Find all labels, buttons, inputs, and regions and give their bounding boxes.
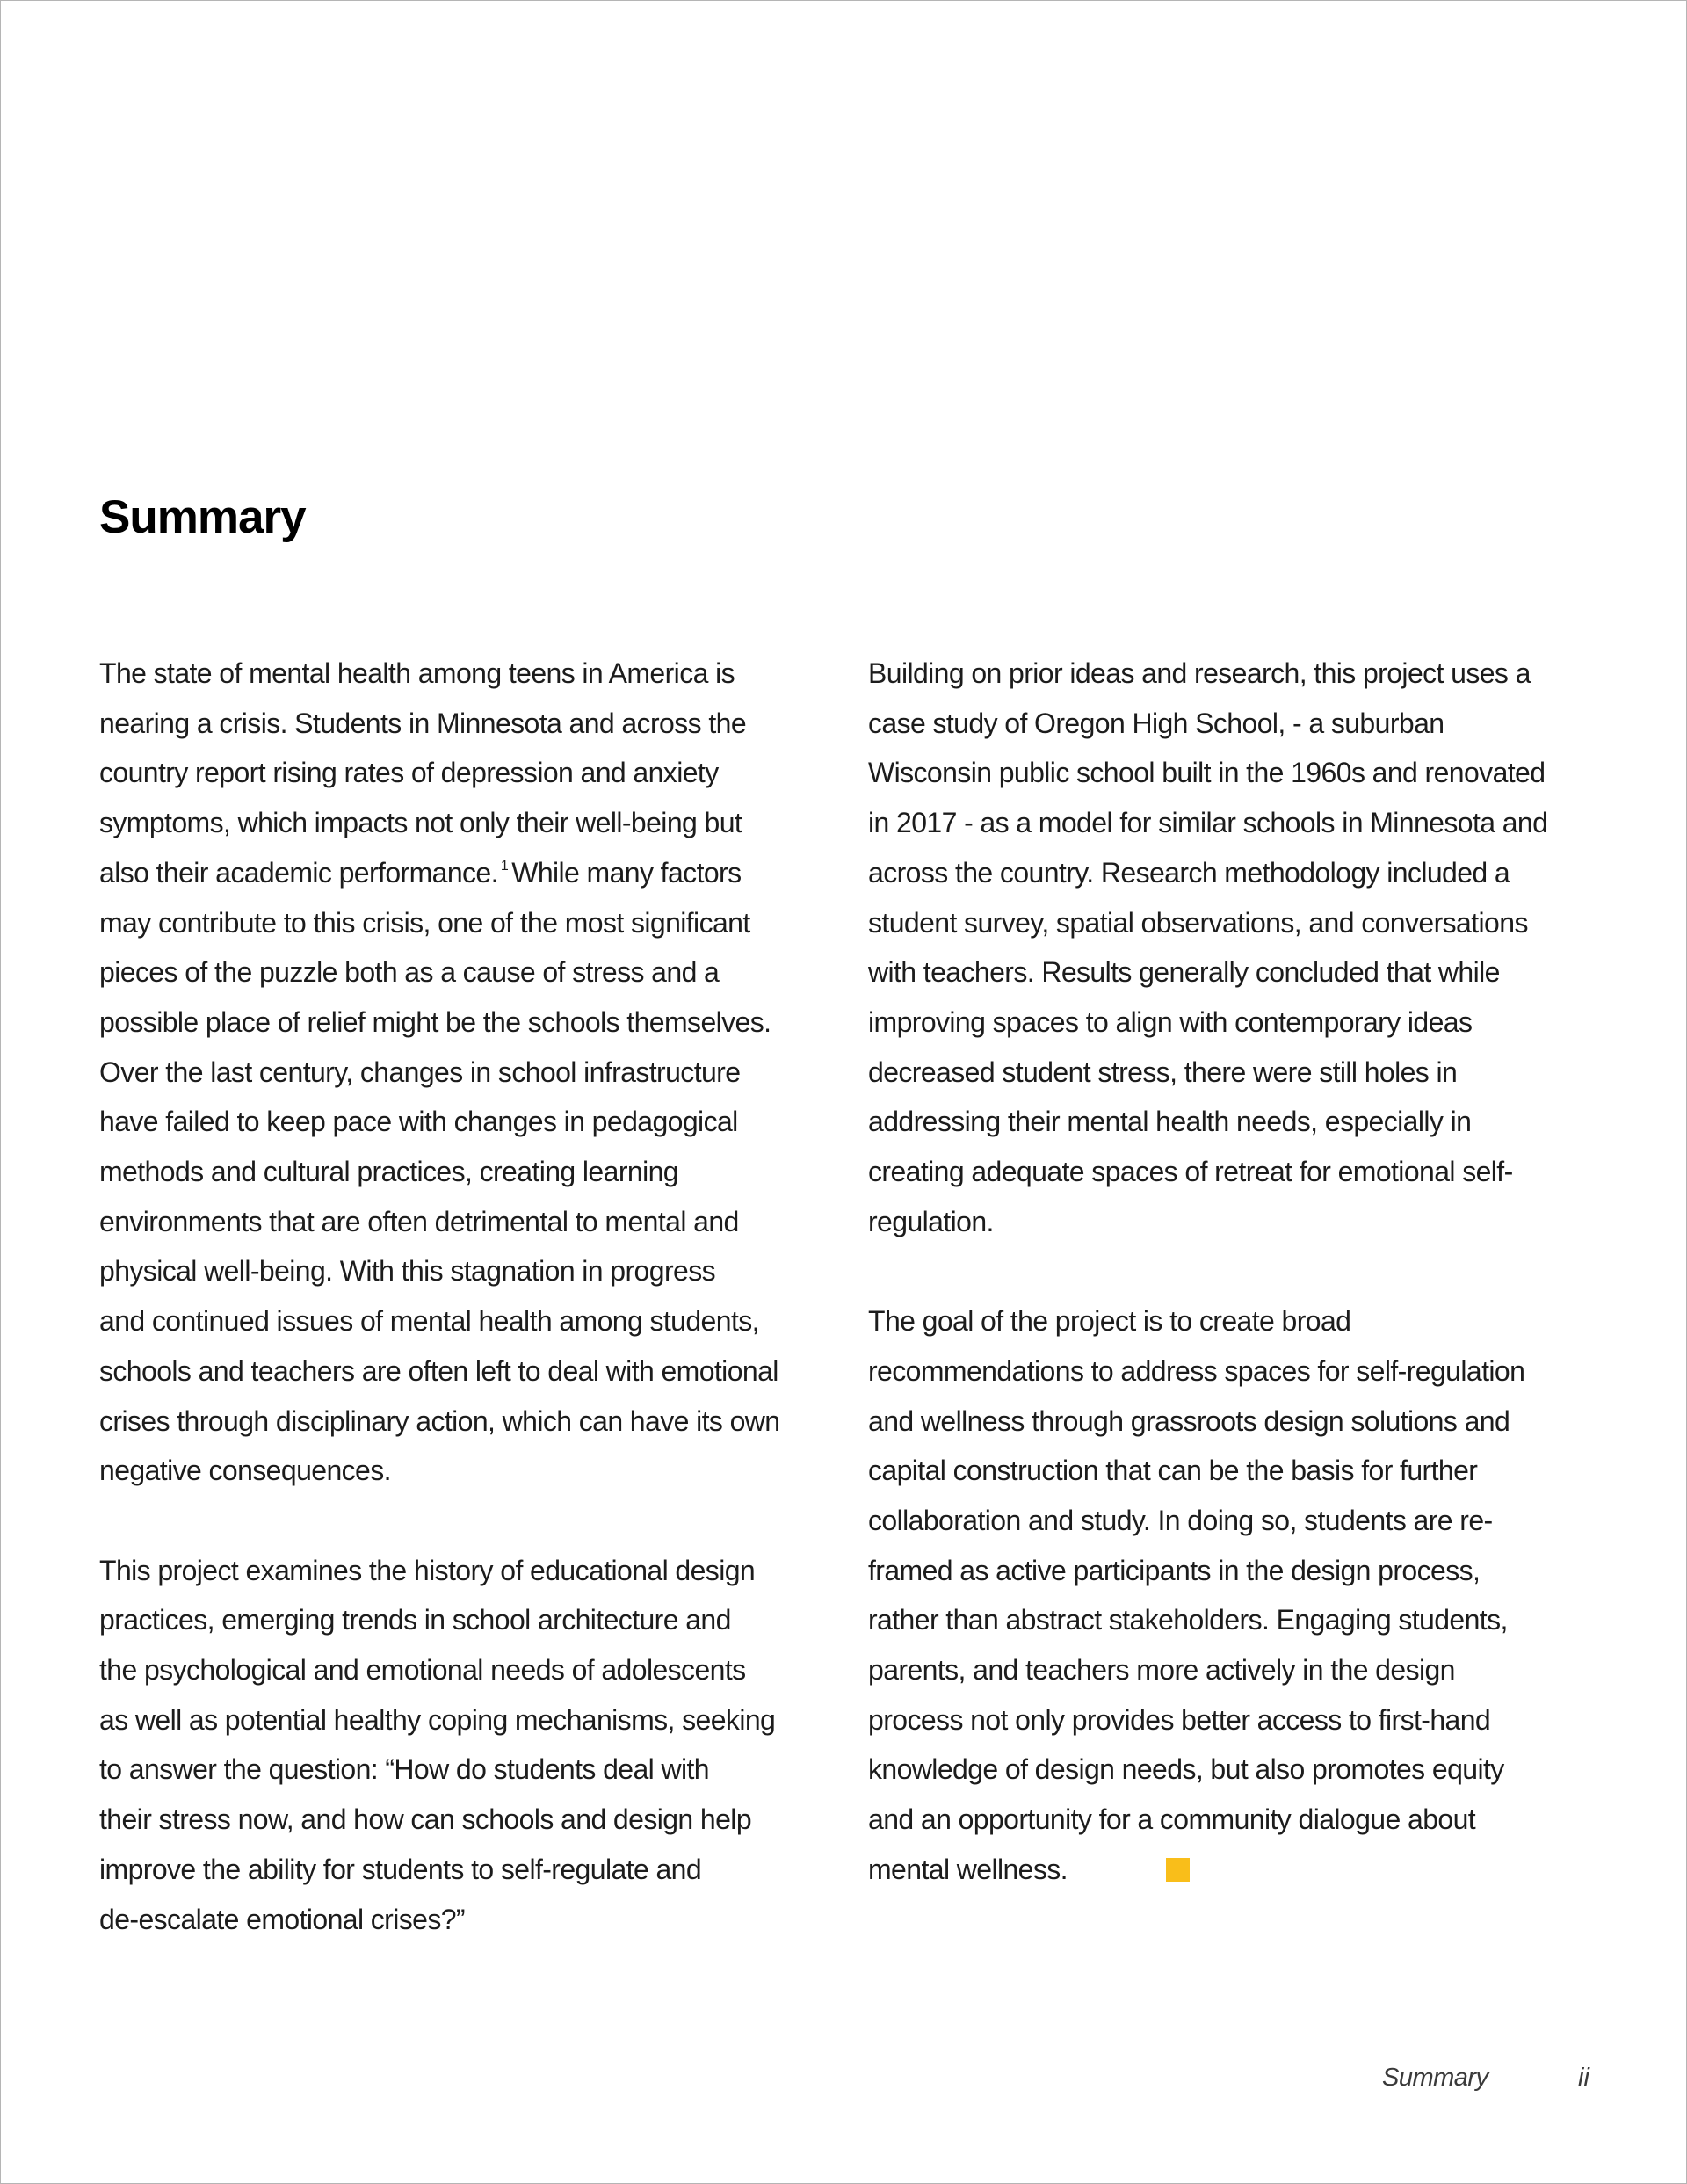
text-line: improve the ability for students to self-regulate and [99, 1853, 702, 1885]
text-line: parents, and teachers more actively in the design [868, 1654, 1455, 1687]
right-paragraph-1 [868, 649, 1606, 1246]
text-fragment: mental wellness. [868, 1853, 1068, 1885]
text-line: collaboration and study. In doing so, students are re- [868, 1504, 1493, 1536]
paragraph-gap [99, 1496, 837, 1546]
paragraph-gap [868, 1246, 1606, 1296]
text-line: improving spaces to align with contemporary ideas [868, 1005, 1473, 1038]
text-line: rather than abstract stakeholders. Engaging students, [868, 1604, 1508, 1636]
text-line: The goal of the project is to create broad [868, 1305, 1351, 1338]
text-line: have failed to keep pace with changes in pedagogical [99, 1106, 738, 1138]
text-line: to answer the question: “How do students deal with [99, 1753, 709, 1786]
text-line: capital construction that can be the basis for further [868, 1455, 1478, 1487]
text-line: environments that are often detrimental to mental and [99, 1205, 739, 1237]
text-line: de-escalate emotional crises?” [99, 1903, 465, 1935]
text-line: nearing a crisis. Students in Minnesota and across the [99, 707, 747, 739]
text-line: Over the last century, changes in school infrastructure [99, 1056, 741, 1088]
right-column [868, 649, 1606, 1895]
text-line: symptoms, which impacts not only their well-being but [99, 807, 742, 839]
text-line: possible place of relief might be the schools themselves. [99, 1005, 771, 1038]
text-line: Building on prior ideas and research, this project uses a [868, 657, 1531, 689]
text-line: student survey, spatial observations, and conversations [868, 906, 1528, 939]
text-line: schools and teachers are often left to deal with emotional [99, 1354, 778, 1387]
text-line: may contribute to this crisis, one of the most significant [99, 906, 750, 939]
right-paragraph-2 [868, 1296, 1606, 1894]
text-line: the psychological and emotional needs of adolescents [99, 1654, 746, 1687]
text-line: with teachers. Results generally concluded that while [868, 956, 1500, 989]
text-line: and wellness through grassroots design solutions and [868, 1404, 1510, 1437]
text-line: and continued issues of mental health among students, [99, 1305, 759, 1338]
text-line: This project examines the history of educational design [99, 1554, 756, 1586]
left-column [99, 649, 837, 1944]
text-fragment: While many factors [511, 856, 742, 889]
text-line: pieces of the puzzle both as a cause of stress and a [99, 956, 720, 989]
text-line: country report rising rates of depression and anxiety [99, 757, 719, 789]
text-line: across the country. Research methodology included a [868, 856, 1510, 889]
text-line-with-end-mark [868, 1845, 1606, 1895]
text-line: recommendations to address spaces for self-regulation [868, 1354, 1525, 1387]
text-line-with-footnote [99, 848, 837, 898]
text-line: negative consequences. [99, 1455, 391, 1487]
text-line: The state of mental health among teens in America is [99, 657, 735, 689]
left-paragraph-2 [99, 1546, 837, 1945]
text-line: framed as active participants in the design process, [868, 1554, 1481, 1586]
text-line: physical well-being. With this stagnation in progress [99, 1255, 715, 1288]
end-mark-square-icon [1166, 1858, 1190, 1882]
text-line: case study of Oregon High School, - a suburban [868, 707, 1444, 739]
footer-section-label: Summary [1382, 2064, 1488, 2092]
text-line: knowledge of design needs, but also promotes equity [868, 1753, 1504, 1786]
text-fragment: also their academic performance. [99, 856, 498, 889]
footer-page-number: ii [1578, 2064, 1589, 2092]
text-line: Wisconsin public school built in the 1960s and renovated [868, 757, 1546, 789]
text-line: addressing their mental health needs, especially in [868, 1106, 1472, 1138]
text-line: methods and cultural practices, creating learning [99, 1156, 678, 1188]
footnote-reference[interactable]: 1 [500, 858, 509, 874]
left-paragraph-1 [99, 649, 837, 1496]
text-line: in 2017 - as a model for similar schools in Minnesota and [868, 807, 1548, 839]
text-line: and an opportunity for a community dialogue about [868, 1803, 1476, 1836]
text-line: their stress now, and how can schools and design help [99, 1803, 752, 1836]
text-line: decreased student stress, there were still holes in [868, 1056, 1458, 1088]
text-line: crises through disciplinary action, which can have its own [99, 1404, 780, 1437]
text-line: creating adequate spaces of retreat for emotional self- [868, 1156, 1513, 1188]
page-title: Summary [99, 491, 306, 543]
text-line: as well as potential healthy coping mechanisms, seeking [99, 1703, 776, 1736]
text-line: process not only provides better access to first-hand [868, 1703, 1491, 1736]
text-line: regulation. [868, 1205, 994, 1237]
text-line: practices, emerging trends in school architecture and [99, 1604, 731, 1636]
